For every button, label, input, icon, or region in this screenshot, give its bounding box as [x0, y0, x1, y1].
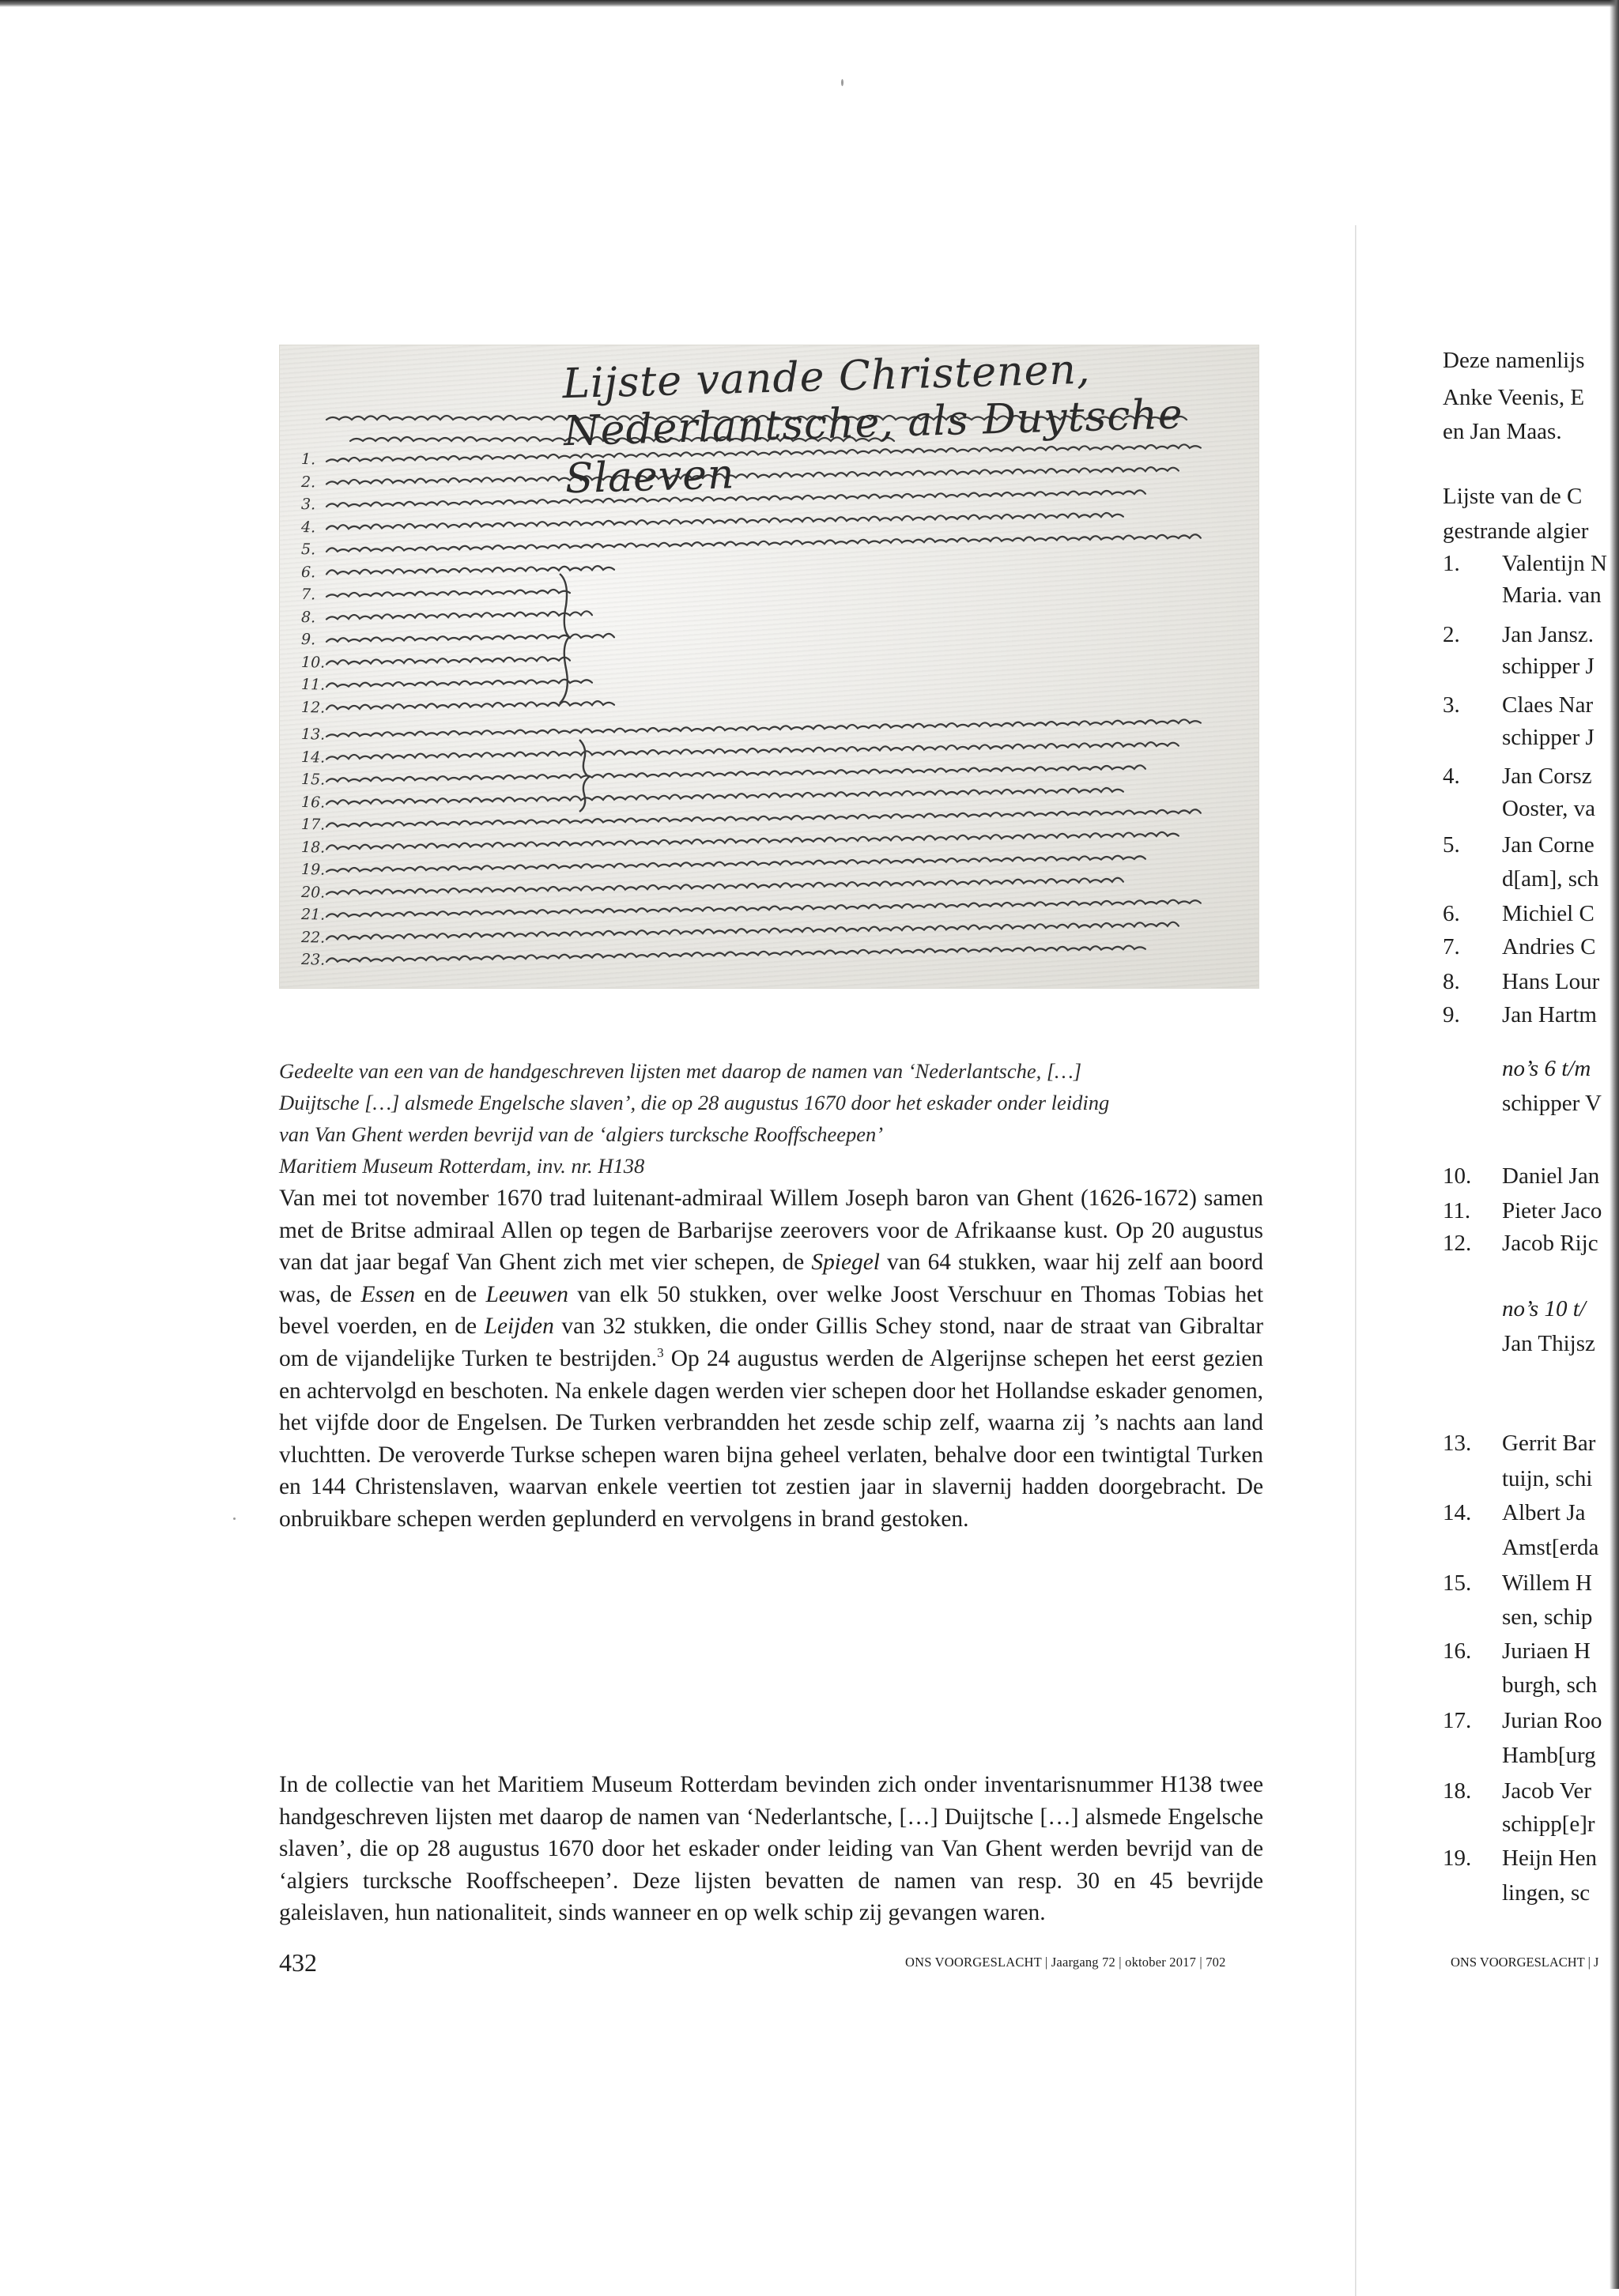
- facing-text-line: lingen, sc: [1502, 1880, 1591, 1906]
- facing-list-number: 12.: [1443, 1231, 1472, 1256]
- manuscript-entry-number: 17.: [300, 816, 326, 834]
- facing-text-line: no’s 6 t/m: [1502, 1056, 1591, 1081]
- facing-list-number: 2.: [1443, 622, 1460, 647]
- manuscript-script-line: [326, 855, 1145, 872]
- facing-list-number: 7.: [1443, 934, 1460, 959]
- manuscript-entry-number: 8.: [300, 608, 316, 626]
- facing-list-name: Jurian Roo: [1502, 1708, 1602, 1733]
- manuscript-entry-number: 10.: [300, 653, 326, 672]
- manuscript-script-line: [326, 922, 1179, 940]
- facing-list-name: Jan Corne: [1502, 832, 1594, 858]
- facing-list-number: 19.: [1443, 1845, 1472, 1871]
- page-gutter: [1355, 225, 1357, 2296]
- scan-speck: [233, 1517, 236, 1520]
- manuscript-entry-number: 11.: [300, 676, 326, 694]
- manuscript-script-line: [326, 742, 1179, 760]
- manuscript-entry-number: 6.: [300, 563, 316, 581]
- facing-list-number: 11.: [1443, 1198, 1471, 1223]
- page-number: 432: [279, 1948, 317, 1977]
- footnote-ref[interactable]: 3: [657, 1345, 664, 1361]
- manuscript-entry-number: 15.: [300, 771, 326, 789]
- manuscript-entry-number: 16.: [300, 793, 326, 812]
- facing-text-line: schipp[e]r: [1502, 1812, 1595, 1837]
- manuscript-entry-number: 3.: [300, 496, 316, 514]
- manuscript-image: [279, 345, 1259, 989]
- body-paragraph-1: Van mei tot november 1670 trad luitenant-admiraal Willem Joseph baron van Ghent (1626-1672) samen met de Britse admiraal Allen op tegen de Barbarijse zeerovers voor de Afrikaanse kust. Op 20 augustus van dat jaar begaf Van Ghent zich met vier schepen, de Spiegel van 64 stukken, waar hij zelf aan boord was, de Essen en de Leeuwen van elk 50 stukken, over welke Joost Verschuur en Thomas Tobias het bevel voerden, en de Leijden van 32 stukken, die onder Gillis Schey stond, naar de straat van Gibraltar om de vijandelijke Turken te bestrijden.$^3$ Op 24 augustus werden de Algerijnse schepen het eerst gezien en achtervolgd en beschoten. Na enkele dagen werden vier schepen door het Hollandse eskader genomen, het vijfde door de Engelsen. De Turken verbrandden het zesde schip zelf, waarna zij ’s nachts aan land vluchtten. De veroverde Turkse schepen waren bijna geheel verlaten, behalve door een twintigtal Turken en 144 Christenslaven, waarvan enkele veertien tot zestien jaar in slavernij hadden doorgebracht. De onbruikbare schepen werden geplunderd en vervolgens in brand gestoken.: [279, 1186, 1264, 1532]
- manuscript-script-line: [326, 765, 1145, 782]
- facing-list-name: Jacob Ver: [1502, 1778, 1592, 1804]
- facing-text-line: Ooster, va: [1502, 796, 1596, 821]
- facing-list-name: Heijn Hen: [1502, 1845, 1597, 1871]
- ship-name-spiegel: Spiegel: [811, 1250, 880, 1276]
- facing-text-line: Amst[erda: [1502, 1535, 1599, 1560]
- facing-page-column: [1443, 0, 1610, 2289]
- manuscript-entry-number: 23.: [300, 951, 326, 969]
- facing-list-name: Albert Ja: [1502, 1500, 1586, 1525]
- facing-list-name: Gerrit Bar: [1502, 1431, 1596, 1456]
- manuscript-script-line: [326, 513, 1123, 530]
- manuscript-title: Lijste vande Christenen, Nederlantsche, als Duytsche Slaeven: [561, 345, 1184, 503]
- facing-text-line: Hamb[urg: [1502, 1743, 1596, 1768]
- facing-text-line: schipper V: [1502, 1091, 1602, 1116]
- scan-speck: [841, 79, 843, 86]
- facing-list-name: Jan Jansz.: [1502, 622, 1594, 647]
- facing-text-line: sen, schip: [1502, 1604, 1593, 1630]
- facing-text-line: en Jan Maas.: [1443, 419, 1562, 444]
- running-footer-next-page: ONS VOORGESLACHT | J: [1451, 1955, 1599, 1970]
- manuscript-script-line: [326, 657, 570, 665]
- ship-name-essen: Essen: [360, 1281, 416, 1307]
- facing-text-line: burgh, sch: [1502, 1672, 1598, 1698]
- facing-list-name: Hans Lour: [1502, 969, 1600, 994]
- caption-source: Maritiem Museum Rotterdam, inv. nr. H138: [279, 1154, 645, 1178]
- manuscript-script-line: [326, 611, 592, 619]
- caption-line: van Van Ghent werden bevrijd van de ‘algiers turcksche Rooffscheepen’: [279, 1122, 884, 1146]
- facing-list-number: 9.: [1443, 1002, 1460, 1027]
- facing-list-name: Jan Hartm: [1502, 1002, 1597, 1027]
- figure-caption: [279, 1055, 1267, 1182]
- facing-text-line: gestrande algier: [1443, 518, 1589, 544]
- manuscript-entry-number: 13.: [300, 726, 326, 744]
- facing-list-name: Pieter Jaco: [1502, 1198, 1602, 1223]
- manuscript-entry-number: 2.: [300, 473, 316, 491]
- manuscript-script-line: [326, 832, 1179, 850]
- manuscript-entry-number: 12.: [300, 698, 326, 717]
- facing-list-name: Daniel Jan: [1502, 1163, 1600, 1189]
- caption-line: Duijtsche […] alsmede Engelsche slaven’, die op 28 augustus 1670 door het eskader onder leiding: [279, 1091, 1110, 1114]
- facing-list-name: Jan Corsz: [1502, 763, 1592, 789]
- manuscript-script-line: [326, 788, 1123, 805]
- facing-list-number: 4.: [1443, 763, 1460, 789]
- facing-list-name: Jacob Rijc: [1502, 1231, 1598, 1256]
- facing-list-number: 6.: [1443, 901, 1460, 926]
- manuscript-script-line: [326, 566, 614, 575]
- facing-list-number: 14.: [1443, 1500, 1472, 1525]
- facing-list-number: 16.: [1443, 1638, 1472, 1664]
- facing-text-line: schipper J: [1502, 725, 1594, 750]
- facing-text-line: Maria. van: [1502, 582, 1602, 608]
- manuscript-entry-number: 9.: [300, 631, 316, 649]
- manuscript-entry-number: 21.: [300, 906, 326, 924]
- facing-list-number: 17.: [1443, 1708, 1472, 1733]
- manuscript-script-line: [326, 679, 592, 687]
- manuscript-entry-number: 5.: [300, 541, 316, 559]
- manuscript-script-line: [326, 590, 570, 597]
- facing-list-number: 3.: [1443, 692, 1460, 718]
- facing-text-line: schipper J: [1502, 654, 1594, 679]
- facing-text-line: Deze namenlijs: [1443, 348, 1585, 373]
- facing-text-line: tuijn, schi: [1502, 1466, 1593, 1491]
- manuscript-entry-number: 18.: [300, 838, 326, 857]
- running-footer: ONS VOORGESLACHT | Jaargang 72 | oktober 2017 | 702: [905, 1955, 1226, 1970]
- ship-name-leeuwen: Leeuwen: [485, 1281, 568, 1307]
- body-paragraph-2: In de collectie van het Maritiem Museum Rotterdam bevinden zich onder inventarisnummer H138 twee handgeschreven lijsten met daarop de namen van ‘Nederlantsche, […] Duijtsche […] alsmede Engelsche slaven’, die op 28 augustus 1670 door het eskader onder leiding van Van Ghent werden bevrijd van de ‘algiers turcksche Rooffscheepen’. Deze lijsten bevatten de namen van resp. 30 en 45 bevrijde galeislaven, hun nationaliteit, sinds wanneer en op welk schip zij gevangen waren.: [279, 1772, 1263, 1926]
- manuscript-script-line: [326, 701, 614, 710]
- manuscript-script-line: [326, 899, 1201, 917]
- facing-list-name: Andries C: [1502, 934, 1596, 959]
- manuscript-script-line: [326, 534, 1201, 552]
- facing-list-number: 8.: [1443, 969, 1460, 994]
- scan-right-edge: [1610, 0, 1619, 2289]
- facing-list-name: Juriaen H: [1502, 1638, 1591, 1664]
- manuscript-script-line: [326, 719, 1201, 737]
- facing-text-line: d[am], sch: [1502, 866, 1599, 892]
- facing-list-number: 13.: [1443, 1431, 1472, 1456]
- manuscript-entry-number: 19.: [300, 861, 326, 879]
- facing-text-line: Lijste van de C: [1443, 484, 1583, 509]
- manuscript-entry-number: 14.: [300, 748, 326, 767]
- facing-text-line: Jan Thijsz: [1502, 1331, 1595, 1356]
- facing-list-number: 15.: [1443, 1570, 1472, 1596]
- facing-text-line: no’s 10 t/: [1502, 1296, 1586, 1321]
- manuscript-entry-number: 7.: [300, 586, 316, 604]
- caption-line: Gedeelte van een van de handgeschreven lijsten met daarop de namen van ‘Nederlantsche, […]: [279, 1059, 1082, 1083]
- facing-list-name: Valentijn N: [1502, 551, 1607, 576]
- manuscript-script-line: [326, 945, 1145, 962]
- manuscript-script-line: [326, 878, 1123, 895]
- ship-name-leijden: Leijden: [484, 1314, 554, 1340]
- facing-list-number: 18.: [1443, 1778, 1472, 1804]
- facing-list-name: Michiel C: [1502, 901, 1594, 926]
- manuscript-entry-number: 1.: [300, 451, 316, 469]
- facing-list-number: 1.: [1443, 551, 1460, 576]
- manuscript-entry-number: 20.: [300, 883, 326, 902]
- manuscript-script-line: [326, 809, 1201, 827]
- facing-text-line: Anke Veenis, E: [1443, 385, 1585, 410]
- brace-group-1: [560, 574, 569, 703]
- facing-list-name: Willem H: [1502, 1570, 1593, 1596]
- facing-list-name: Claes Nar: [1502, 692, 1594, 718]
- facing-list-number: 10.: [1443, 1163, 1472, 1189]
- manuscript-script-line: [326, 634, 614, 642]
- manuscript-entry-number: 4.: [300, 518, 316, 536]
- facing-list-number: 5.: [1443, 832, 1460, 858]
- scan-top-edge: [0, 0, 1619, 7]
- manuscript-entry-number: 22.: [300, 928, 326, 947]
